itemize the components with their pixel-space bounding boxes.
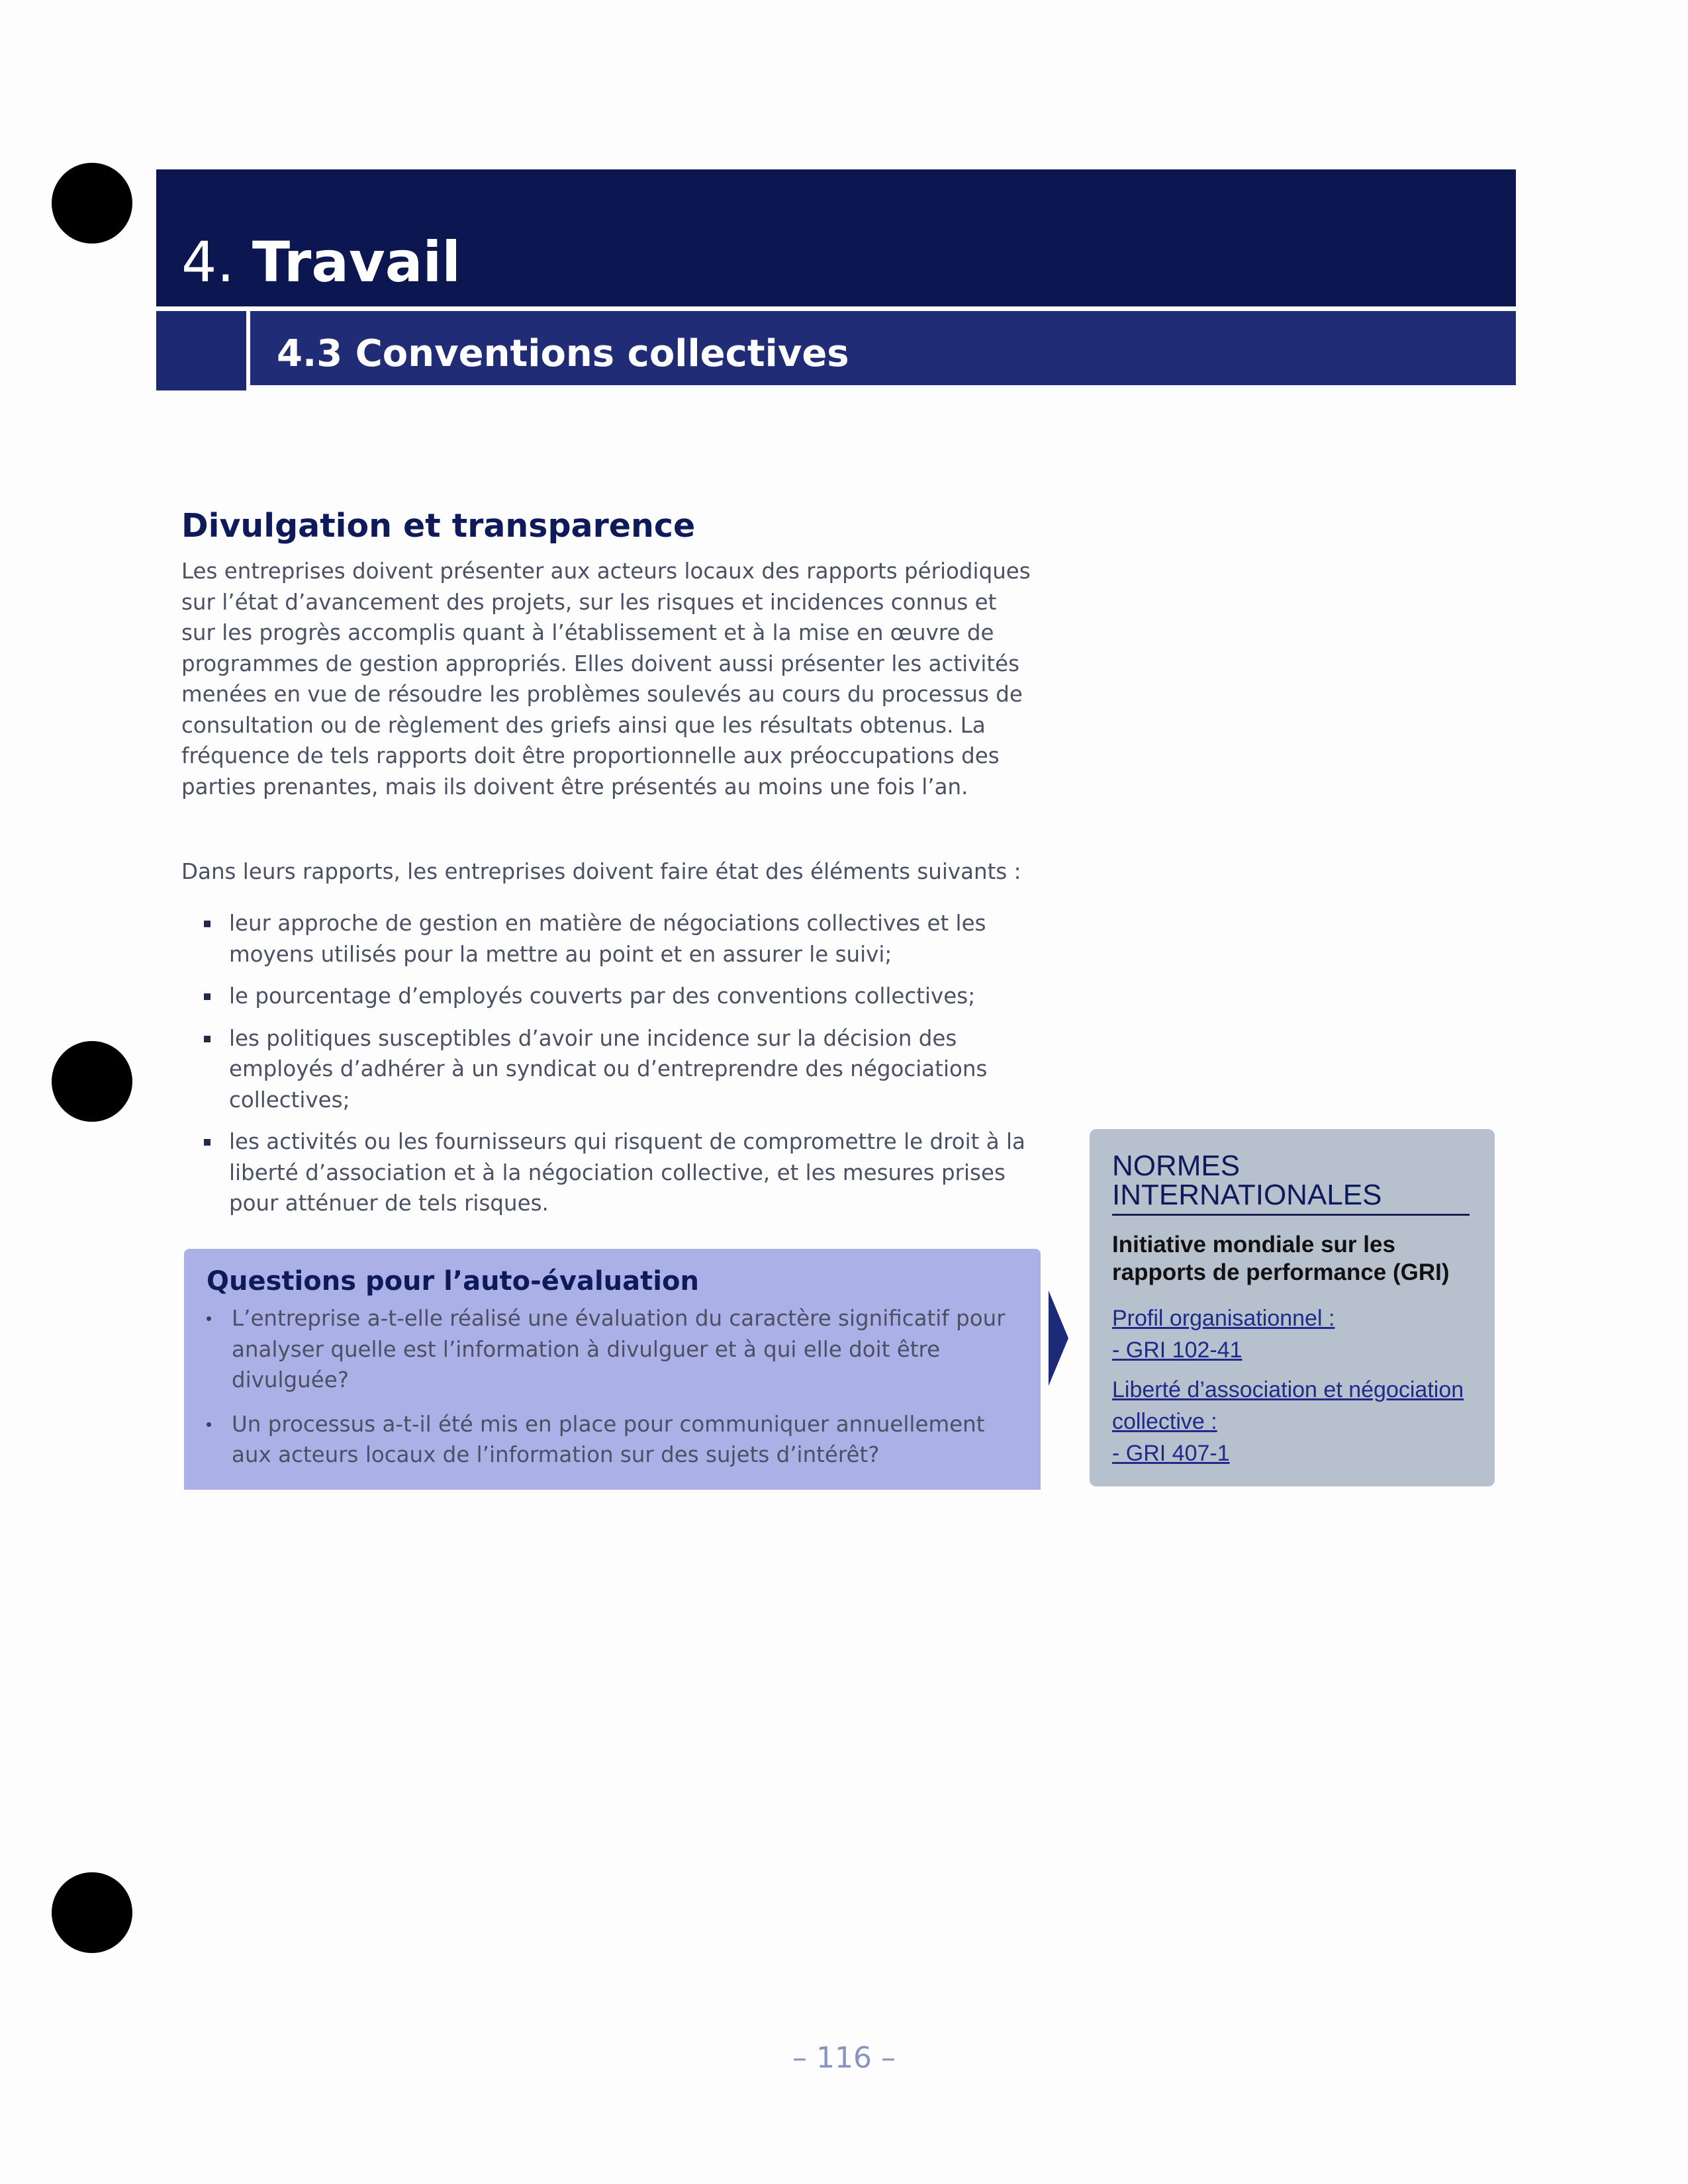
link-collective[interactable]: collective : bbox=[1112, 1409, 1217, 1434]
square-bullet-icon bbox=[204, 921, 211, 927]
page-number: – 116 – bbox=[792, 2041, 896, 2075]
chapter-header bbox=[156, 169, 1516, 306]
link-organizational-profile[interactable]: Profil organisationnel : bbox=[1112, 1306, 1335, 1331]
chapter-name: Travail bbox=[252, 230, 461, 295]
list-item bbox=[181, 1126, 1042, 1219]
list-item-text: leur approche de gestion en matière de négociations collectives et les moyens utilisés pour la mettre au point et en assurer le suivi; bbox=[229, 911, 986, 967]
list-item bbox=[184, 1303, 1018, 1396]
list-item bbox=[181, 981, 1042, 1012]
subsection-header-accent bbox=[156, 311, 246, 390]
section-paragraph: Les entreprises doivent présenter aux acteurs locaux des rapports périodiques sur l’état d’avancement des projets, sur les risques et incidences connus et sur les progrès accomplis quant à l’établissement et à la mise en œuvre de programmes de gestion appropriés. Elles doivent aussi présenter les activités menées en vue de résoudre les problèmes soulevés au cours du processus de consultation ou de règlement des griefs ainsi que les résultats obtenus. La fréquence de tels rapports doit être proportionnelle aux préoccupations des parties prenantes, mais ils doivent être présentés au moins une fois l’an. bbox=[181, 559, 1031, 799]
international-standards-box bbox=[1090, 1129, 1495, 1486]
standards-title: NORMES INTERNATIONALES bbox=[1112, 1152, 1470, 1216]
standards-subtitle: Initiative mondiale sur les rapports de performance (GRI) bbox=[1112, 1232, 1450, 1285]
list-item-text: les politiques susceptibles d’avoir une incidence sur la décision des employés d’adhérer à un syndicat ou d’entreprendre des négociations collectives; bbox=[229, 1025, 988, 1113]
chapter-number: 4. bbox=[181, 230, 235, 295]
arrow-right-icon bbox=[1049, 1291, 1068, 1386]
punch-hole bbox=[52, 163, 132, 244]
punch-hole bbox=[52, 1041, 132, 1122]
subsection-header bbox=[250, 311, 1516, 385]
punch-hole bbox=[52, 1872, 132, 1953]
list-item-text: Un processus a-t-il été mis en place pour communiquer annuellement aux acteurs locaux de l’information sur des sujets d’intérêt? bbox=[232, 1411, 985, 1467]
chapter-title bbox=[181, 230, 461, 295]
self-assessment-title: Questions pour l’auto-évaluation bbox=[207, 1266, 699, 1297]
square-bullet-icon bbox=[204, 1139, 211, 1146]
section-title: Divulgation et transparence bbox=[181, 507, 696, 545]
requirements-list bbox=[181, 908, 1042, 1230]
link-gri-407-1[interactable]: - GRI 407-1 bbox=[1112, 1441, 1230, 1466]
square-bullet-icon bbox=[204, 993, 211, 1000]
link-freedom-of-association[interactable]: Liberté d’association et négociation bbox=[1112, 1377, 1464, 1402]
square-bullet-icon bbox=[204, 1036, 211, 1042]
list-item-text: le pourcentage d’employés couverts par des conventions collectives; bbox=[229, 983, 976, 1009]
list-item-text: L’entreprise a-t-elle réalisé une évaluation du caractère significatif pour analyser quelle est l’information à divulguer et à qui elle doit être divulguée? bbox=[232, 1306, 1006, 1392]
section-paragraph-intro: Dans leurs rapports, les entreprises doivent faire état des éléments suivants : bbox=[181, 859, 1021, 884]
subsection-title: 4.3 Conventions collectives bbox=[277, 332, 849, 375]
list-item bbox=[181, 908, 1042, 970]
list-item bbox=[181, 1023, 1042, 1116]
link-gri-102-41[interactable]: - GRI 102-41 bbox=[1112, 1338, 1243, 1363]
self-assessment-box bbox=[184, 1249, 1041, 1490]
self-assessment-list bbox=[184, 1303, 1018, 1484]
bullet-icon bbox=[207, 1422, 211, 1427]
bullet-icon bbox=[207, 1316, 211, 1321]
list-item-text: les activités ou les fournisseurs qui risquent de compromettre le droit à la liberté d’association et à la négociation collective, et les mesures prises pour atténuer de tels risques. bbox=[229, 1129, 1025, 1216]
list-item bbox=[184, 1409, 1018, 1471]
